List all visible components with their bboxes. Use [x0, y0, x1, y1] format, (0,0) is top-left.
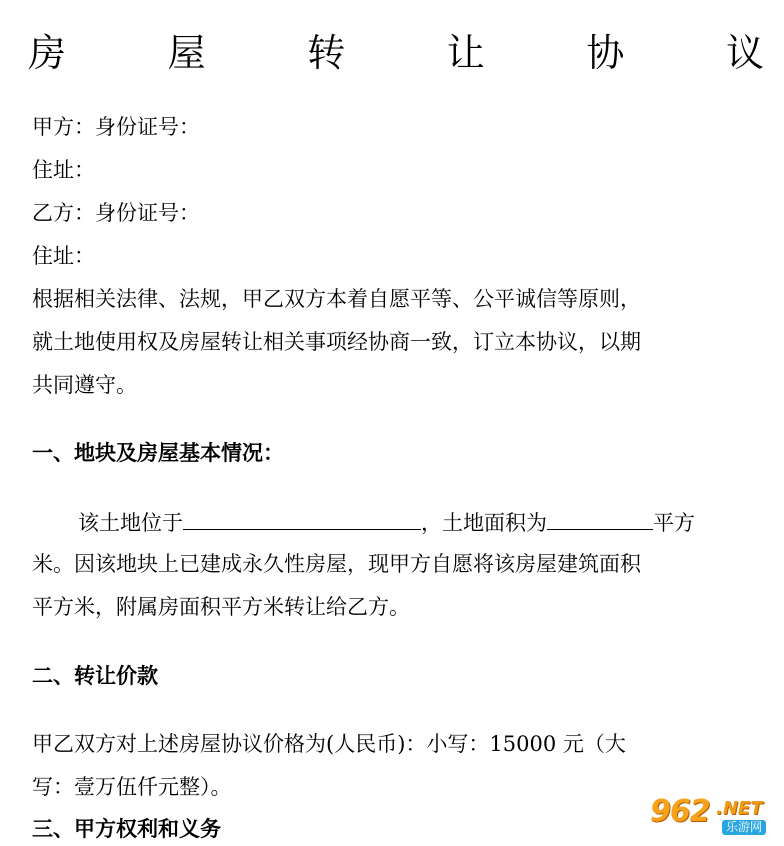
section-1-heading: 一、地块及房屋基本情况： [32, 440, 284, 465]
watermark-tld: .NET [716, 798, 763, 819]
title-char: 让 [446, 30, 485, 75]
section-2-heading: 二、转让价款 [32, 663, 158, 688]
section-1-line-2: 米。因该地块上已建成永久性房屋，现甲方自愿将该房屋建筑面积 [32, 552, 641, 576]
text-segment: ，土地面积为 [421, 511, 547, 535]
party-a-id-line: 甲方：身份证号： [32, 115, 200, 139]
section-3-heading: 三、甲方权利和义务 [32, 816, 221, 841]
section-2-line-1: 甲乙双方对上述房屋协议价格为(人民币)：小写：15000 元（大 [32, 732, 626, 756]
section-1-line-1 [78, 505, 695, 538]
site-watermark-logo [650, 794, 778, 838]
title-char: 协 [586, 30, 625, 75]
document-title [28, 22, 764, 76]
watermark-main: 962 [650, 794, 710, 829]
text-segment: 平方 [653, 511, 695, 535]
text-segment: 该土地位于 [78, 511, 183, 535]
location-blank [183, 505, 421, 530]
preamble-line: 共同遵守。 [32, 373, 137, 397]
title-char: 议 [725, 30, 764, 75]
party-a-address-line: 住址： [32, 158, 95, 182]
preamble-line: 根据相关法律、法规，甲乙双方本着自愿平等、公平诚信等原则， [32, 287, 641, 311]
title-char: 转 [307, 30, 346, 75]
watermark-sub: 乐游网 [722, 820, 766, 835]
preamble-line: 就土地使用权及房屋转让相关事项经协商一致，订立本协议，以期 [32, 330, 641, 354]
section-1-line-3: 平方米，附属房面积平方米转让给乙方。 [32, 595, 410, 619]
section-2-line-2: 写：壹万伍仟元整）。 [32, 775, 232, 799]
title-char: 房 [28, 30, 67, 75]
title-char: 屋 [167, 30, 206, 75]
party-b-address-line: 住址： [32, 244, 95, 268]
area-blank [547, 505, 653, 530]
party-b-id-line: 乙方：身份证号： [32, 201, 200, 225]
